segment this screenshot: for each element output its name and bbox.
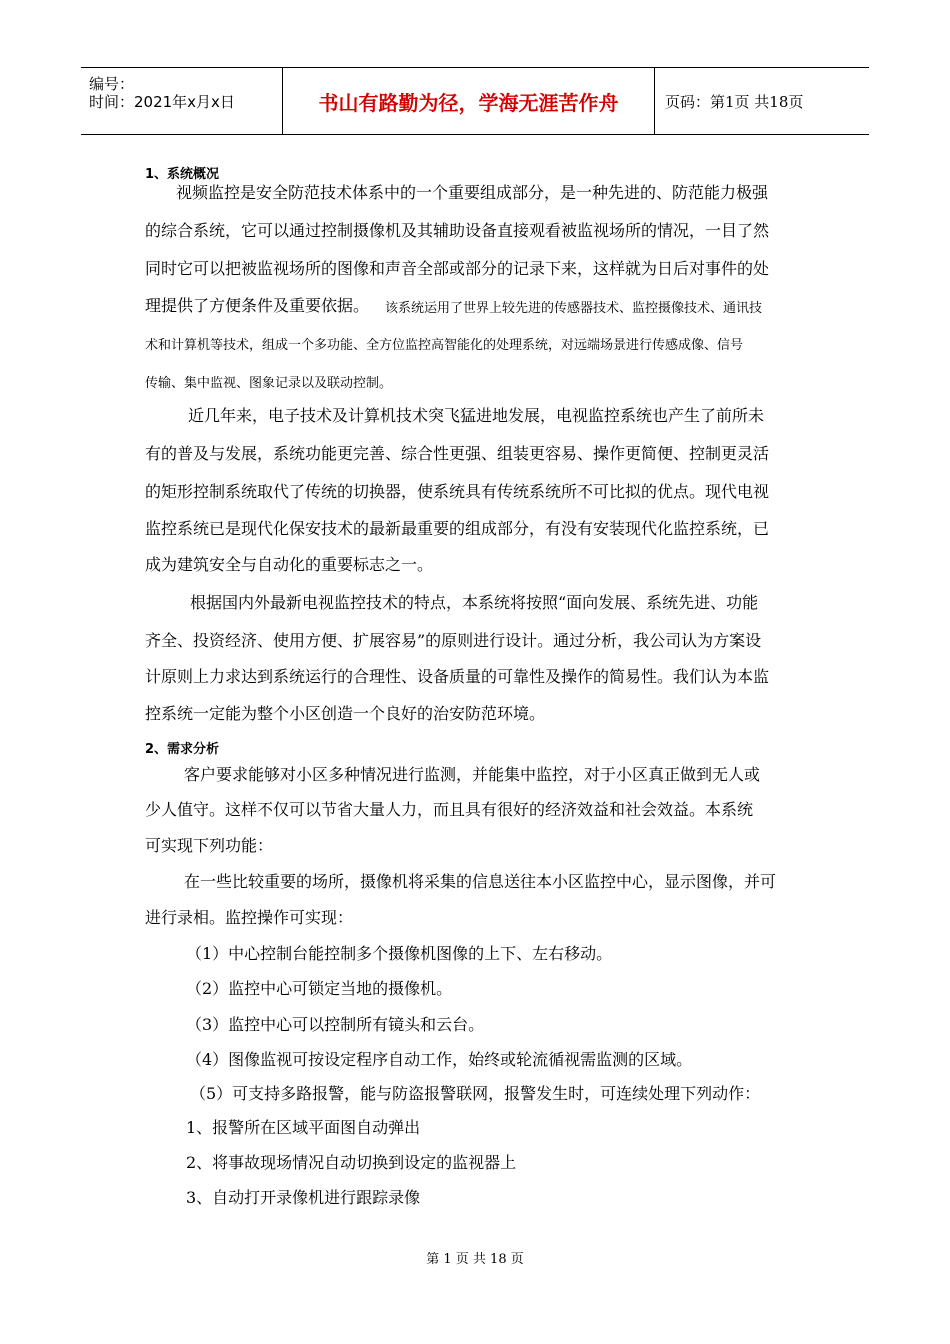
text-line: 根据国内外最新电视监控技术的特点，本系统将按照“面向发展、系统先进、功能: [190, 593, 759, 612]
text-line: 近几年来，电子技术及计算机技术突飞猛进地发展，电视监控系统也产生了前所未: [188, 406, 765, 425]
text-line: 控系统一定能为整个小区创造一个良好的治安防范环境。: [145, 704, 546, 723]
text-line: 监控系统已是现代化保安技术的最新最重要的组成部分，有没有安装现代化监控系统，已: [145, 519, 770, 538]
text-line: 在一些比较重要的场所，摄像机将采集的信息送往本小区监控中心，显示图像，并可: [184, 872, 777, 891]
text-line-small: 该系统运用了世界上较先进的传感器技术、监控摄像技术、通讯技: [385, 301, 763, 316]
text-line: 进行录相。监控操作可实现：: [145, 908, 354, 927]
text-line: 成为建筑安全与自动化的重要标志之一。: [145, 555, 434, 574]
date-label: 时间：2021年x月x日: [89, 93, 235, 111]
text-line: 的综合系统，它可以通过控制摄像机及其辅助设备直接观看被监视场所的情况，一目了然: [145, 221, 770, 240]
action-item: 3、自动打开录像机进行跟踪录像: [186, 1188, 421, 1207]
action-item: 1、报警所在区域平面图自动弹出: [186, 1118, 421, 1137]
list-item: （3）监控中心可以控制所有镜头和云台。: [186, 1015, 485, 1034]
page-header: [81, 67, 869, 135]
text-line: 有的普及与发展，系统功能更完善、综合性更强、组装更容易、操作更简便、控制更灵活: [145, 444, 770, 463]
header-meta: [81, 68, 283, 134]
page-footer: 第 1 页 共 18 页: [426, 1252, 524, 1267]
page-info: 页码：第1页 共18页: [665, 92, 804, 111]
list-item: （5）可支持多路报警，能与防盗报警联网，报警发生时，可连续处理下列动作：: [190, 1084, 761, 1103]
action-item: 2、将事故现场情况自动切换到设定的监视器上: [186, 1153, 517, 1172]
list-item: （4）图像监视可按设定程序自动工作，始终或轮流循视需监测的区域。: [186, 1050, 693, 1069]
text-line: 理提供了方便条件及重要依据。: [145, 296, 370, 315]
list-item: （1）中心控制台能控制多个摄像机图像的上下、左右移动。: [186, 944, 613, 963]
text-line: 同时它可以把被监视场所的图像和声音全部或部分的记录下来，这样就为日后对事件的处: [145, 259, 770, 278]
text-line: 视频监控是安全防范技术体系中的一个重要组成部分，是一种先进的、防范能力极强: [176, 183, 769, 202]
text-line: 客户要求能够对小区多种情况进行监测，并能集中监控，对于小区真正做到无人或: [184, 765, 761, 784]
list-item: （2）监控中心可锁定当地的摄像机。: [186, 979, 453, 998]
text-line-small: 术和计算机等技术，组成一个多功能、全方位监控高智能化的处理系统，对远端场景进行传感成像、信号: [145, 338, 744, 353]
text-line: 少人值守。这样不仅可以节省大量人力，而且具有很好的经济效益和社会效益。本系统: [145, 800, 754, 819]
text-line-small: 传输、集中监视、图象记录以及联动控制。: [145, 376, 393, 391]
text-line: 齐全、投资经济、使用方便、扩展容易”的原则进行设计。通过分析，我公司认为方案设: [145, 631, 762, 650]
text-line: 计原则上力求达到系统运行的合理性、设备质量的可靠性及操作的简易性。我们认为本监: [145, 667, 770, 686]
text-line: 可实现下列功能：: [145, 836, 274, 855]
number-label: 编号：: [89, 75, 135, 93]
text-line: 的矩形控制系统取代了传统的切换器，使系统具有传统系统所不可比拟的优点。现代电视: [145, 482, 770, 501]
section-heading-overview: 1、系统概况: [145, 167, 220, 182]
motto: 书山有路勤为径，学海无涯苦作舟: [283, 68, 655, 134]
section-heading-requirements: 2、需求分析: [145, 742, 220, 757]
